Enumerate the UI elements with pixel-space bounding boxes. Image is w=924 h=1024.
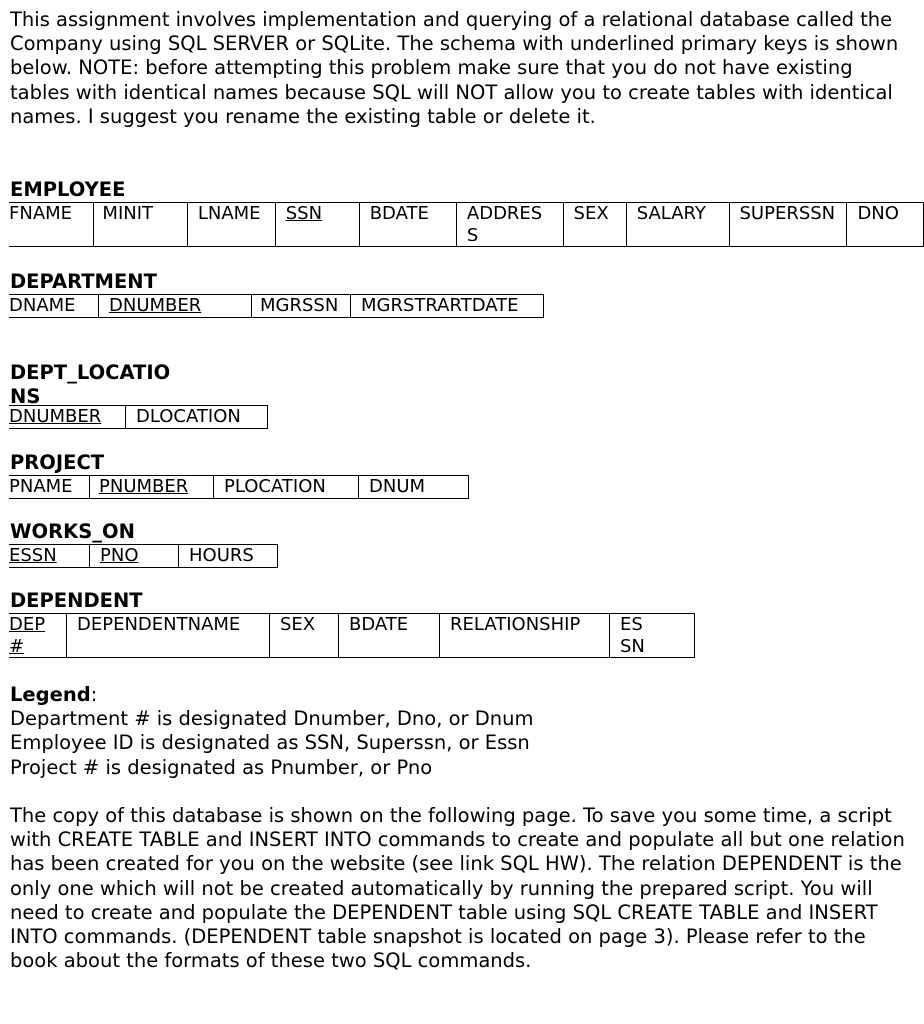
column-name: ESSN [620, 614, 645, 657]
table-cell [270, 614, 339, 658]
works-on-table [9, 544, 278, 568]
primary-key-column-name: ESSN [9, 545, 57, 567]
primary-key-column-name: DEP# [9, 614, 46, 657]
table-cell [187, 203, 275, 247]
column-name: HOURS [189, 545, 254, 567]
dept-locations-schema [10, 361, 185, 409]
legend-heading: Legend: [10, 683, 98, 706]
column-name: PLOCATION [224, 476, 326, 498]
column-name: MINIT [102, 203, 154, 225]
table-row [9, 476, 469, 499]
outro-paragraph: The copy of this database is shown on the following page. To save you some time, a script with CREATE TABLE and INSERT INTO commands to create and populate all but one relation has been created for you on the website (see link SQL HW). The relation DEPENDENT is the only one which will not be created automatically by running the prepared script. You will need to create and populate the DEPENDENT table using SQL CREATE TABLE and INSERT INTO commands. (DEPENDENT table snapshot is located on page 3). Please refer to the book about the formats of these two SQL commands. [10, 804, 905, 973]
table-cell [359, 203, 456, 247]
project-schema [10, 451, 469, 499]
table-cell [563, 203, 626, 247]
department-title: DEPARTMENT [10, 270, 157, 293]
table-cell [9, 614, 67, 658]
column-name: MGRSSN [260, 295, 339, 317]
column-name: DNAME [9, 295, 76, 317]
table-row [9, 295, 544, 318]
column-name: DEPENDENTNAME [77, 614, 241, 636]
primary-key-column-name: DNUMBER [9, 406, 102, 427]
employee-title: EMPLOYEE [10, 178, 126, 201]
column-name: SEX [280, 614, 316, 636]
column-name: PNAME [9, 476, 73, 498]
project-table [9, 475, 469, 499]
table-cell [9, 406, 126, 429]
table-cell [126, 406, 268, 429]
legend-line: Department # is designated Dnumber, Dno, or Dnum [10, 707, 534, 731]
column-name: MGRSTRARTDATE [361, 295, 519, 317]
primary-key-column-name: PNO [100, 545, 139, 567]
works-on-title: WORKS_ON [10, 520, 135, 543]
dependent-table [9, 613, 695, 658]
table-cell [179, 545, 278, 568]
table-cell [359, 476, 469, 499]
table-cell [339, 614, 440, 658]
table-cell [90, 545, 179, 568]
column-name: FNAME [9, 203, 73, 225]
column-name: DLOCATION [136, 406, 241, 427]
dependent-schema [10, 589, 695, 658]
column-name: LNAME [197, 203, 261, 225]
table-cell [252, 295, 351, 318]
table-row [9, 545, 278, 568]
column-name: RELATIONSHIP [450, 614, 581, 636]
table-row [9, 614, 695, 658]
column-name: ADDRESS [466, 203, 543, 246]
dependent-title: DEPENDENT [10, 589, 143, 612]
legend-line: Project # is designated as Pnumber, or Pno [10, 755, 433, 779]
table-cell [729, 203, 847, 247]
column-name: DNUM [369, 476, 426, 498]
column-name: BDATE [349, 614, 409, 636]
table-cell [9, 476, 90, 499]
table-cell [9, 203, 94, 247]
table-cell [9, 545, 90, 568]
table-cell [351, 295, 544, 318]
column-name: SUPERSSN [739, 203, 836, 225]
project-title: PROJECT [10, 451, 105, 474]
primary-key-column-name: PNUMBER [99, 476, 189, 498]
column-name: SEX [573, 203, 609, 225]
table-cell [626, 203, 729, 247]
department-schema [10, 270, 544, 318]
table-cell [67, 614, 270, 658]
table-cell [275, 203, 359, 247]
legend-section [10, 683, 910, 780]
department-table [9, 294, 544, 318]
table-row [9, 406, 268, 429]
column-name: DNO [857, 203, 899, 225]
employee-schema [10, 178, 924, 247]
column-name: BDATE [369, 203, 429, 225]
table-cell [214, 476, 359, 499]
works-on-schema [10, 520, 278, 568]
table-cell [440, 614, 610, 658]
column-name: SALARY [636, 203, 706, 225]
legend-title: Legend [10, 683, 91, 706]
intro-paragraph: This assignment involves implementation and querying of a relational database called the Company using SQL SERVER or SQLite. The schema with underlined primary keys is shown below. NOTE: before attempting this problem make sure that you do not have existing tables with identical names because SQL will NOT allow you to create tables with identical names. I suggest you rename the existing table or delete it. [10, 8, 899, 128]
table-cell [456, 203, 563, 247]
table-cell [9, 295, 99, 318]
dept-locations-title: DEPT_LOCATIONS [10, 361, 171, 409]
dept-locations-table-wrap [10, 405, 268, 429]
primary-key-column-name: DNUMBER [109, 295, 202, 317]
employee-table [9, 202, 924, 247]
table-cell [99, 295, 252, 318]
legend-line: Employee ID is designated as SSN, Superssn, or Essn [10, 731, 530, 755]
table-cell [90, 476, 214, 499]
primary-key-column-name: SSN [285, 203, 323, 225]
table-cell [94, 203, 187, 247]
table-cell [847, 203, 924, 247]
table-row [9, 203, 924, 247]
table-cell [610, 614, 695, 658]
dept-locations-table [9, 405, 268, 429]
